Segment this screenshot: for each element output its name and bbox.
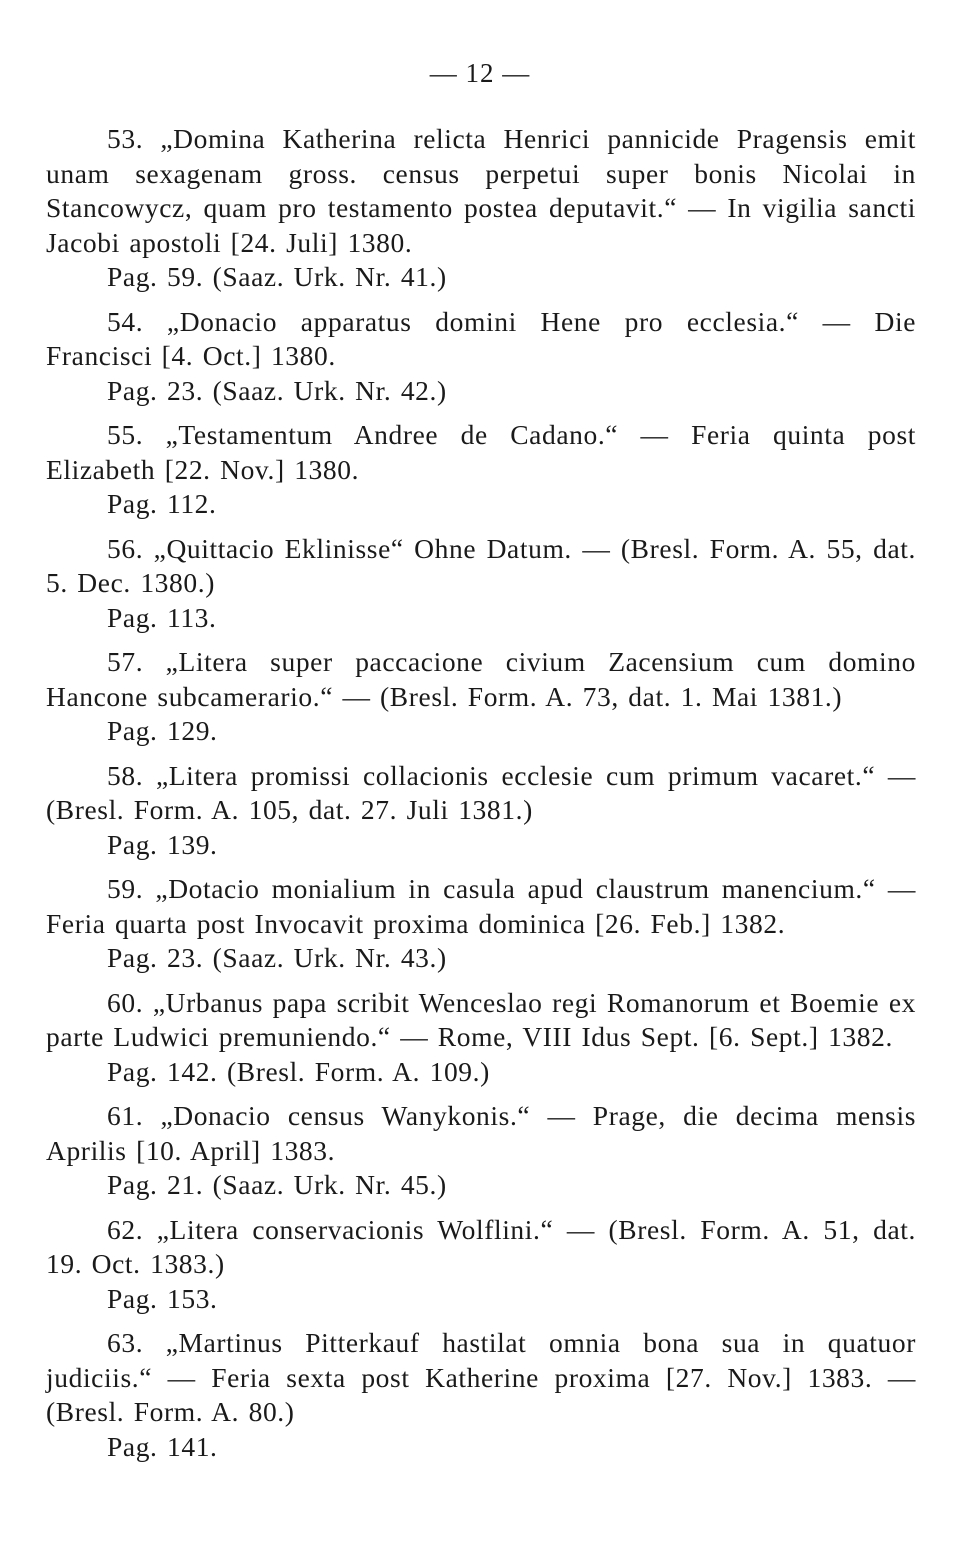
entry-page-ref: Pag. 129. [107,715,218,746]
entry-text [46,986,916,1055]
entry-text [46,645,916,714]
entry-body: „Quittacio Eklinisse“ Ohne Datum. — (Bresl. Form. A. 55, dat. 5. Dec. 1380.) [46,532,916,598]
entry-page-ref: Pag. 23. (Saaz. Urk. Nr. 42.) [107,374,447,406]
entry-number: 57. [107,646,144,677]
entry [46,1213,916,1317]
entry-body: „Urbanus papa scribit Wenceslao regi Romanorum et Boemie ex parte Ludwici premuniendo.“ — Rome, VIII Idus Sept. [6. Sept.] 1382. [46,986,916,1052]
entry-page-ref: Pag. 112. [107,488,217,519]
entry [46,122,916,295]
entry-page-ref: Pag. 139. [107,828,218,860]
entry-page-ref: Pag. 141. [107,1430,218,1462]
entry-text [46,1099,916,1168]
entry-number: 53. [107,123,144,154]
entry-body: „Testamentum Andree de Cadano.“ — Feria quinta post Elizabeth [22. Nov.] 1380. [46,419,916,485]
entry-number: 61. [107,1100,144,1131]
entry-page-ref: Pag. 113. [107,601,217,633]
entry-text [46,759,916,828]
entry [46,1326,916,1464]
entry-page-ref: Pag. 153. [107,1282,218,1314]
entry-number: 55. [107,419,144,450]
entry-body: „Litera promissi collacionis ecclesie cum primum vacaret.“ — (Bresl. Form. A. 105, dat. 27. Juli 1381.) [46,759,917,825]
entry-number: 56. [107,532,144,564]
entry-body: „Litera super paccacione civium Zacensium cum domino Hancone subcamerario.“ — (Bresl. Form. A. 73, dat. 1. Mai 1381.) [46,646,916,712]
entry-number: 59. [107,873,144,904]
entry-page-ref: Pag. 59. (Saaz. Urk. Nr. 41.) [107,261,447,292]
entry [46,305,916,409]
entry-page-ref: Pag. 142. (Bresl. Form. A. 109.) [107,1055,490,1087]
entry-number: 63. [107,1327,144,1358]
entry [46,986,916,1090]
entry-text [46,122,916,260]
entry-page-ref: Pag. 21. (Saaz. Urk. Nr. 45.) [107,1169,447,1200]
entry-page-ref: Pag. 23. (Saaz. Urk. Nr. 43.) [107,942,447,973]
entry [46,532,916,636]
entry-number: 54. [107,305,144,337]
entry-number: 58. [107,759,144,791]
entry-text [46,532,916,601]
entry-body: „Donacio census Wanykonis.“ — Prage, die decima mensis Aprilis [10. April] 1383. [46,1100,916,1166]
entry [46,759,916,863]
entry-text [46,418,916,487]
entry-text [46,1213,916,1282]
entry-body: „Domina Katherina relicta Henrici pannicide Pragensis emit unam sexagenam gross. census perpetui super bonis Nicolai in Stancowycz, quam pro testamento postea deputavit.“ — In vigilia sancti Jacobi apostoli [24. Juli] 1380. [46,123,916,258]
entry-list [46,122,916,1474]
entry-body: „Martinus Pitterkauf hastilat omnia bona sua in quatuor judiciis.“ — Feria sexta post Katherine proxima [27. Nov.] 1383. — (Bresl. Form. A. 80.) [46,1327,916,1427]
entry [46,645,916,749]
entry-body: „Litera conservacionis Wolflini.“ — (Bresl. Form. A. 51, dat. 19. Oct. 1383.) [46,1213,916,1279]
entry-text [46,1326,916,1430]
entry-body: „Donacio apparatus domini Hene pro ecclesia.“ — Die Francisci [4. Oct.] 1380. [46,305,917,371]
page-number: — 12 — [429,58,531,88]
entry-number: 60. [107,986,144,1018]
entry [46,872,916,976]
entry [46,418,916,522]
entry-text [46,305,916,374]
entry-body: „Dotacio monialium in casula apud claustrum manencium.“ — Feria quarta post Invocavit proxima dominica [26. Feb.] 1382. [46,873,917,939]
entry [46,1099,916,1203]
entry-number: 62. [107,1213,144,1245]
entry-text [46,872,916,941]
